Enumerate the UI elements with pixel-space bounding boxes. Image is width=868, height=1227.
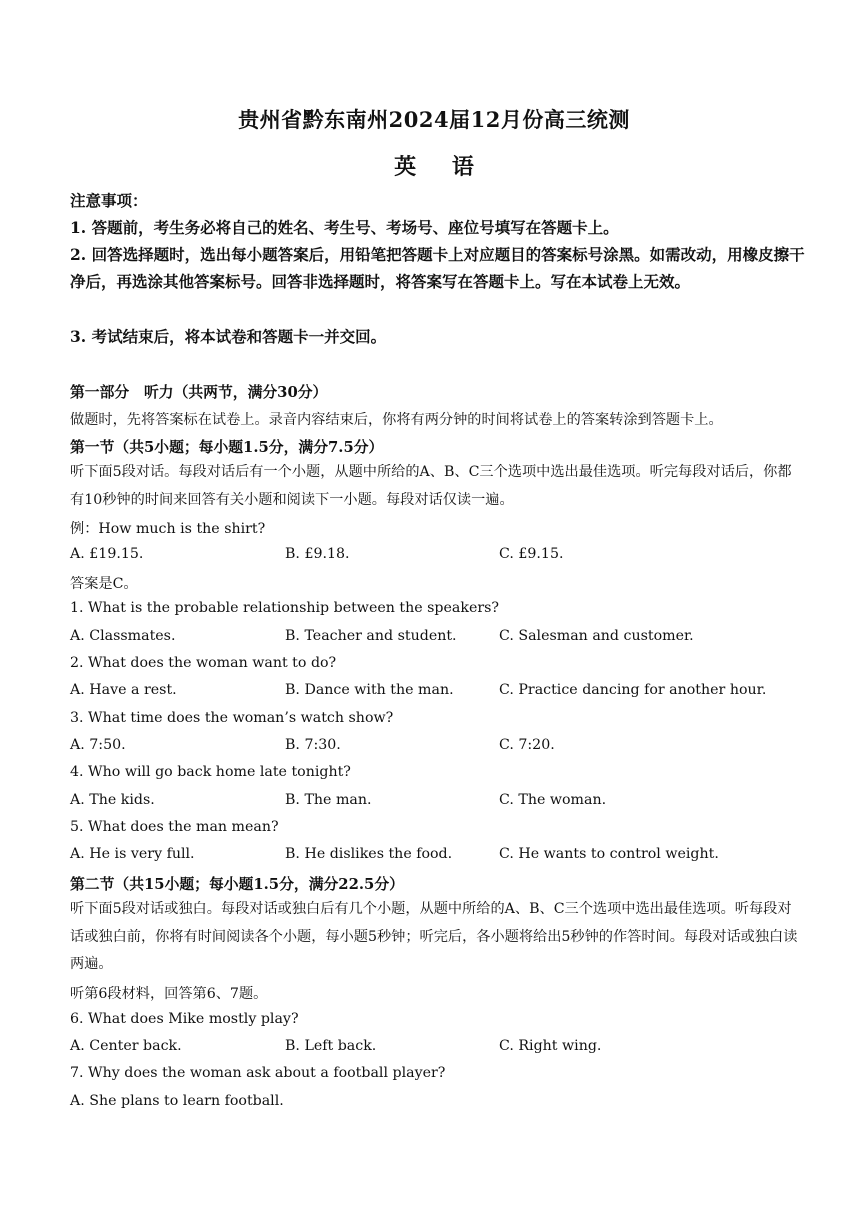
question-1-option-b: B. Teacher and student.	[285, 628, 457, 644]
section1-heading: 第一节（共5小题；每小题1.5分，满分7.5分）	[70, 439, 384, 456]
question-1-option-a: A. Classmates.	[70, 628, 176, 644]
question-4-option-c: C. The woman.	[499, 792, 607, 808]
section1-instruction: 听下面5段对话。每段对话后有一个小题，从题中所给的A、B、C三个选项中选出最佳选项。听完每段对话后，你都有10秒钟的时间来回答有关小题和阅读下一小题。每段对话仅读一遍。	[70, 464, 792, 508]
question-3-option-a: A. 7:50.	[70, 737, 126, 753]
example-question: 例：How much is the shirt?	[70, 521, 266, 537]
question-2-option-b: B. Dance with the man.	[285, 682, 454, 698]
question-3-option-c: C. 7:20.	[499, 737, 555, 753]
material-6-instruction: 听第6段材料，回答第6、7题。	[70, 986, 268, 1002]
example-option-a: A. £19.15.	[70, 546, 144, 562]
question-4-option-b: B. The man.	[285, 792, 372, 808]
question-5-option-b: B. He dislikes the food.	[285, 846, 453, 862]
question-2-option-a: A. Have a rest.	[70, 682, 177, 698]
question-6-option-c: C. Right wing.	[499, 1038, 602, 1054]
section2-heading: 第二节（共15小题；每小题1.5分，满分22.5分）	[70, 876, 404, 893]
part1-heading: 第一部分 听力（共两节，满分30分）	[70, 384, 328, 401]
question-5-option-a: A. He is very full.	[70, 846, 195, 862]
question-2: 2. What does the woman want to do?	[70, 655, 337, 671]
exam-title: 贵州省黔东南州2024届12月份高三统测	[238, 107, 630, 132]
question-4: 4. Who will go back home late tonight?	[70, 764, 351, 780]
notice-item-1: 1. 答题前，考生务必将自己的姓名、考生号、考场号、座位号填写在答题卡上。	[70, 218, 619, 237]
notice-item-2: 2. 回答选择题时，选出每小题答案后，用铅笔把答题卡上对应题目的答案标号涂黑。如需改动，用橡皮擦干净后，再选涂其他答案标号。回答非选择题时，将答案写在答题卡上。写在本试卷上无效。	[70, 245, 805, 291]
question-1-option-c: C. Salesman and customer.	[499, 628, 694, 644]
question-1: 1. What is the probable relationship between the speakers?	[70, 600, 500, 616]
subject-title: 英 语	[394, 154, 488, 180]
question-2-option-c: C. Practice dancing for another hour.	[499, 682, 767, 698]
question-6: 6. What does Mike mostly play?	[70, 1011, 299, 1027]
question-5-option-c: C. He wants to control weight.	[499, 846, 719, 862]
question-4-option-a: A. The kids.	[70, 792, 155, 808]
question-6-option-b: B. Left back.	[285, 1038, 377, 1054]
question-5: 5. What does the man mean?	[70, 819, 279, 835]
question-7-option-a: A. She plans to learn football.	[70, 1093, 284, 1109]
part1-instruction: 做题时，先将答案标在试卷上。录音内容结束后，你将有两分钟的时间将试卷上的答案转涂到答题卡上。	[70, 412, 723, 428]
example-option-b: B. £9.18.	[285, 546, 350, 562]
notice-item-3: 3. 考试结束后，将本试卷和答题卡一并交回。	[70, 327, 387, 346]
example-option-c: C. £9.15.	[499, 546, 564, 562]
example-answer: 答案是C。	[70, 576, 138, 592]
section2-instruction: 听下面5段对话或独白。每段对话或独白后有几个小题，从题中所给的A、B、C三个选项中选出最佳选项。听每段对话或独白前，你将有时间阅读各个小题，每小题5秒钟；听完后，各小题将给出5秒钟的作答时间。每段对话或独白读两遍。	[70, 901, 798, 972]
question-3-option-b: B. 7:30.	[285, 737, 341, 753]
notice-heading: 注意事项：	[70, 191, 148, 210]
question-3: 3. What time does the woman’s watch show?	[70, 710, 394, 726]
question-7: 7. Why does the woman ask about a football player?	[70, 1065, 446, 1081]
question-6-option-a: A. Center back.	[70, 1038, 182, 1054]
